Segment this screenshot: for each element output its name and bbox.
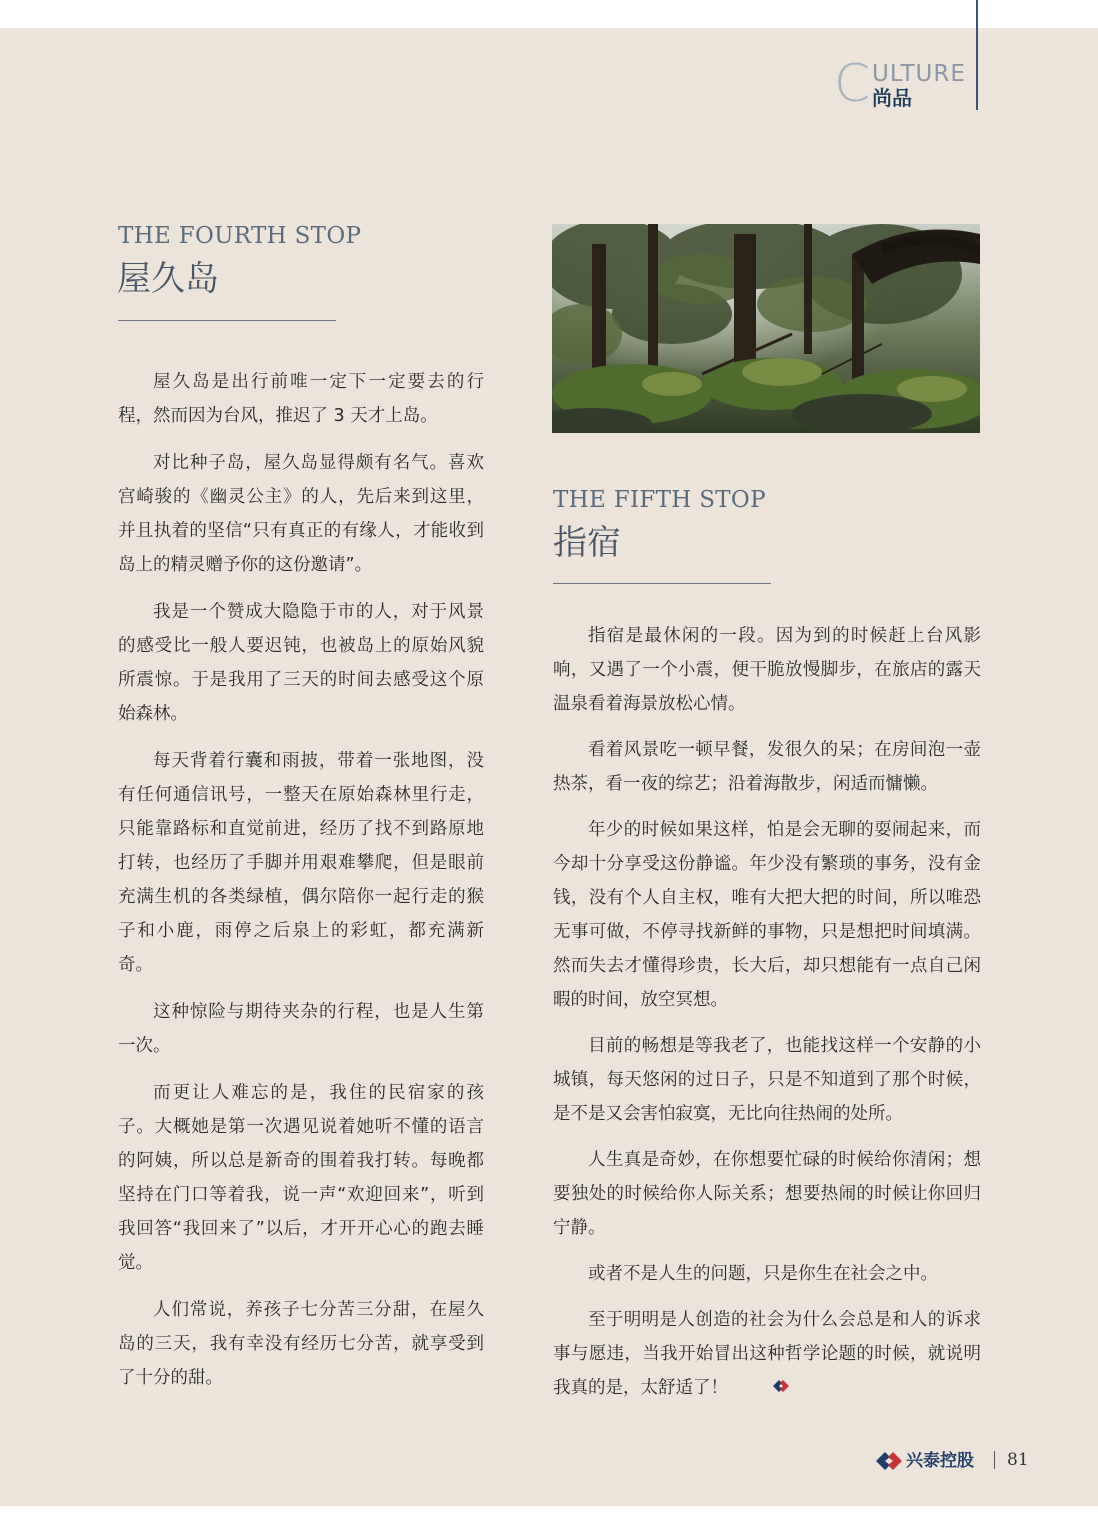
fifth-stop-divider [553, 583, 771, 584]
footer-logo-icon [875, 1451, 903, 1471]
paragraph: 目前的畅想是等我老了，也能找这样一个安静的小城镇，每天悠闲的过日子，只是不知道到了那个时候，是不是又会害怕寂寞，无比向往热闹的处所。 [553, 1036, 981, 1124]
paragraph: 这种惊险与期待夹杂的行程，也是人生第一次。 [118, 1002, 484, 1056]
page-bottom-strip [0, 1506, 1098, 1535]
fifth-stop-body [553, 619, 981, 1417]
paragraph: 而更让人难忘的是，我住的民宿家的孩子。大概她是第一次遇见说着她听不懂的语言的阿姨，所以总是新奇的围着我打转。每晚都坚持在门口等着我，说一声“欢迎回来”，听到我回答“我回来了”以后，才开开心心的跑去睡觉。 [118, 1083, 484, 1273]
paragraph: 或者不是人生的问题，只是你生在社会之中。 [588, 1264, 938, 1284]
paragraph: 看着风景吃一顿早餐，发很久的呆；在房间泡一壶热茶，看一夜的综艺；沿着海散步，闲适而慵懒。 [553, 740, 981, 794]
paragraph: 指宿是最休闲的一段。因为到的时候赶上台风影响，又遇了一个小震，便干脆放慢脚步，在旅店的露天温泉看着海景放松心情。 [553, 626, 981, 714]
paragraph: 对比种子岛，屋久岛显得颇有名气。喜欢宫崎骏的《幽灵公主》的人，先后来到这里，并且执着的坚信“只有真正的有缘人，才能收到岛上的精灵赠予你的这份邀请”。 [118, 453, 484, 575]
footer-brand: 兴泰控股 [906, 1451, 974, 1471]
fourth-stop-title: 屋久岛 [117, 259, 219, 299]
culture-cn-label: 尚品 [872, 86, 912, 110]
end-mark-icon [736, 1371, 791, 1405]
header-vertical-rule [976, 0, 978, 110]
paragraph: 年少的时候如果这样，怕是会无聊的耍闹起来，而今却十分享受这份静谧。年少没有繁琐的事务，没有金钱，没有个人自主权，唯有大把大把的时间，所以唯恐无事可做，不停寻找新鲜的事物，只是想把时间填满。然而失去才懂得珍贵，长大后，却只想能有一点自己闲暇的时间，放空冥想。 [553, 820, 981, 1010]
last-paragraph-text: 至于明明是人创造的社会为什么会总是和人的诉求事与愿违，当我开始冒出这种哲学论题的时候，就说明我真的是，太舒适了！ [553, 1310, 981, 1398]
culture-label: ULTURE [872, 61, 966, 87]
fourth-stop-divider [118, 320, 336, 321]
paragraph: 我是一个赞成大隐隐于市的人，对于风景的感受比一般人要迟钝，也被岛上的原始风貌所震惊。于是我用了三天的时间去感受这个原始森林。 [118, 602, 484, 724]
section-header-culture [834, 54, 974, 114]
paragraph: 每天背着行囊和雨披，带着一张地图，没有任何通信讯号，一整天在原始森林里行走，只能靠路标和直觉前进，经历了找不到路原地打转，也经历了手脚并用艰难攀爬，但是眼前充满生机的各类绿植，偶尔陪你一起行走的猴子和小鹿，雨停之后泉上的彩虹，都充满新奇。 [118, 751, 484, 975]
paragraph: 人们常说，养孩子七分苦三分甜，在屋久岛的三天，我有幸没有经历七分苦，就享受到了十分的甜。 [118, 1300, 484, 1388]
page-number: 81 [1007, 1450, 1029, 1470]
culture-initial: C [834, 54, 871, 114]
forest-photo [552, 224, 980, 433]
paragraph-last [553, 1303, 981, 1405]
paragraph: 人生真是奇妙，在你想要忙碌的时候给你清闲；想要独处的时候给你人际关系；想要热闹的时候让你回归宁静。 [553, 1150, 981, 1238]
paragraph: 屋久岛是出行前唯一定下一定要去的行程，然而因为台风，推迟了 3 天才上岛。 [118, 372, 484, 426]
fifth-stop-label: THE FIFTH STOP [553, 487, 766, 513]
fifth-stop-title: 指宿 [553, 523, 621, 563]
fourth-stop-body [118, 365, 484, 1408]
footer-separator [994, 1451, 995, 1469]
fourth-stop-label: THE FOURTH STOP [118, 223, 362, 249]
